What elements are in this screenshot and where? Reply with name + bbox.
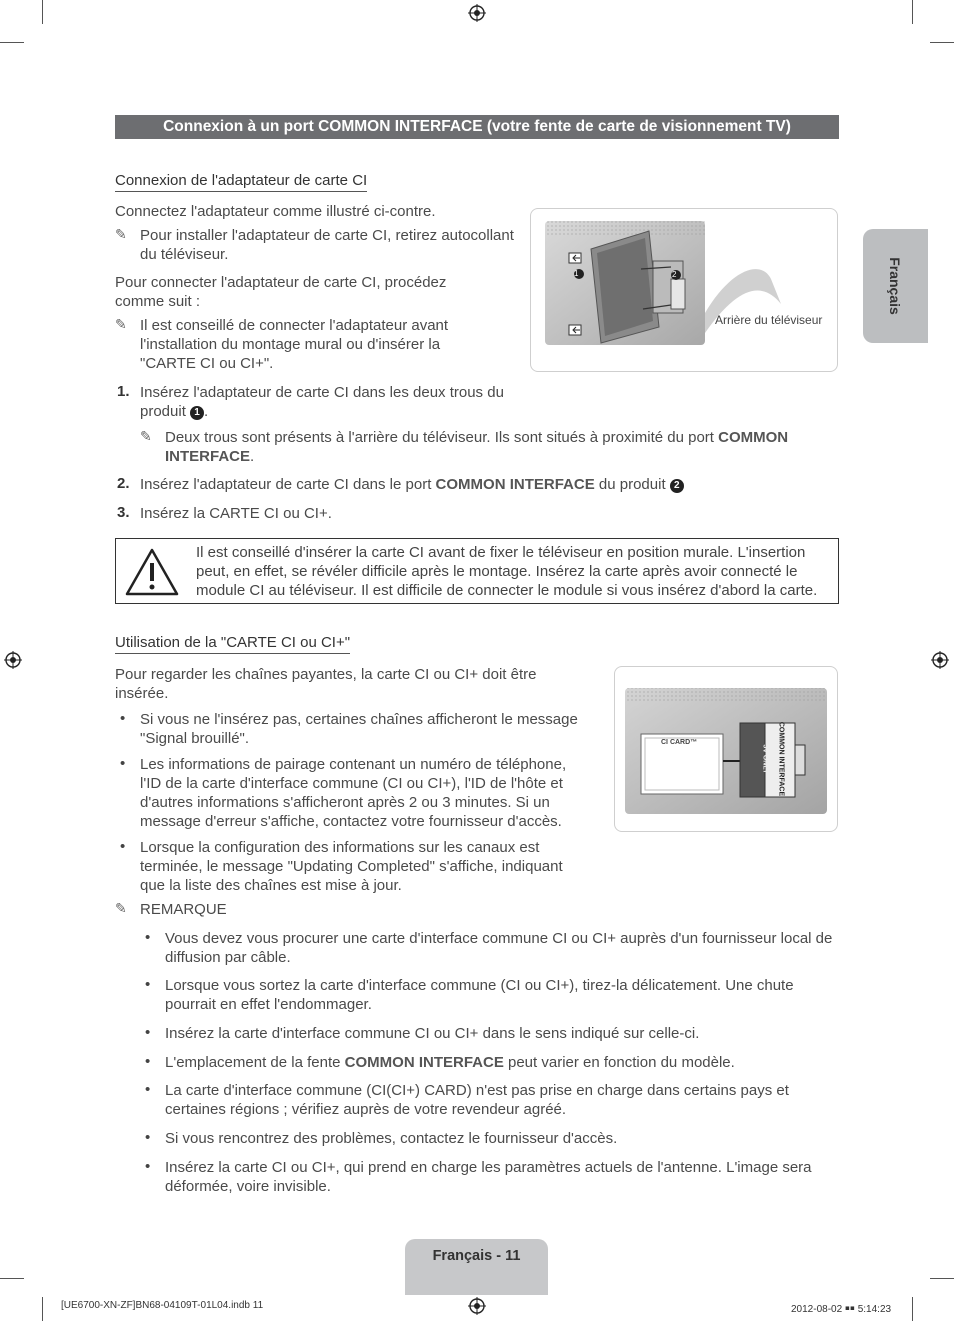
crop-mark bbox=[930, 1278, 954, 1279]
section-title-bar: Connexion à un port COMMON INTERFACE (votre fente de carte de visionnement TV) bbox=[115, 115, 839, 139]
step-text bbox=[140, 475, 840, 494]
remark-text-strong: COMMON INTERFACE bbox=[344, 1054, 504, 1071]
badge-1-label: 1 bbox=[574, 269, 579, 278]
pencil-note-icon: ✎ bbox=[115, 900, 127, 916]
footer-date: 2012-08-02 ￭￭ 5:14:23 bbox=[791, 1304, 892, 1315]
badge-1-icon: 1 bbox=[190, 406, 204, 420]
registration-mark-icon bbox=[931, 651, 949, 669]
note-text: Deux trous sont présents à l'arrière du téléviseur. Ils sont situés à proximité du port COMMON INTERFACE. bbox=[165, 429, 789, 465]
ci-card-illustration bbox=[615, 667, 837, 831]
list-item: Insérez la carte d'interface commune CI ou CI+ dans le sens indiqué sur celle-ci. bbox=[165, 1025, 700, 1042]
crop-mark bbox=[0, 42, 24, 43]
note-body: Deux trous sont présents à l'arrière du téléviseur. Ils sont situés à proximité du port bbox=[165, 429, 714, 446]
list-item: Insérez la carte CI ou CI+, qui prend en charge les paramètres actuels de l'antenne. L'image sera déformée, voire invisible. bbox=[165, 1159, 812, 1195]
crop-mark bbox=[42, 0, 43, 24]
registration-mark-icon bbox=[4, 651, 22, 669]
crop-mark bbox=[912, 1297, 913, 1321]
bullet: • bbox=[145, 1081, 151, 1098]
badge-2-icon: 2 bbox=[670, 479, 684, 493]
crop-mark bbox=[912, 0, 913, 24]
intro-text: Pour regarder les chaînes payantes, la carte CI ou CI+ doit être insérée. bbox=[115, 666, 537, 702]
list-item: Vous devez vous procurer une carte d'interface commune CI ou CI+ auprès d'un fournisseur local de diffusion par câble. bbox=[165, 930, 833, 966]
warning-text: Il est conseillé d'insérer la carte CI avant de fixer le téléviseur en position murale. L'insertion peut, en effet, se révéler difficile après le montage. Insérez la carte après avoir connecté le module CI au téléviseur. Il est difficile de connecter le module si vous insérez d'abord la carte. bbox=[196, 544, 818, 599]
section-heading: Utilisation de la "CARTE CI ou CI+" bbox=[115, 634, 350, 654]
remark-label: REMARQUE bbox=[140, 901, 227, 918]
registration-mark-icon bbox=[468, 1297, 486, 1315]
ci-card-label: CI CARD™ bbox=[661, 739, 698, 746]
list-item: Lorsque vous sortez la carte d'interface commune (CI ou CI+), tirez-la délicatement. Une chute pourrait en effet l'endommager. bbox=[165, 977, 794, 1013]
bullet: • bbox=[120, 755, 126, 772]
pencil-note-icon: ✎ bbox=[115, 316, 127, 332]
section-heading: Connexion de l'adaptateur de carte CI bbox=[115, 172, 367, 192]
figure-caption: Arrière du téléviseur bbox=[715, 313, 823, 327]
step-number: 2. bbox=[117, 475, 130, 492]
list-item: Si vous ne l'insérez pas, certaines chaînes afficheront le message "Signal brouillé". bbox=[140, 711, 578, 747]
crop-mark bbox=[930, 42, 954, 43]
warning-triangle-icon bbox=[124, 547, 180, 597]
note-text: Pour installer l'adaptateur de carte CI, retirez autocollant du téléviseur. bbox=[140, 227, 514, 263]
language-side-tab bbox=[863, 229, 928, 343]
bullet: • bbox=[145, 929, 151, 946]
crop-mark bbox=[0, 1278, 24, 1279]
list-item: Lorsque la configuration des informations sur les canaux est terminée, le message "Updating Completed" s'affiche, indiquant que la liste des chaînes est mise à jour. bbox=[140, 839, 563, 894]
remark-text-c: peut varier en fonction du modèle. bbox=[508, 1054, 735, 1071]
step-number: 3. bbox=[117, 504, 130, 521]
module-voltage-label: 5V ONLY bbox=[761, 744, 769, 774]
figure-ci-card bbox=[614, 666, 838, 832]
bullet: • bbox=[145, 976, 151, 993]
bullet: • bbox=[145, 1053, 151, 1070]
intro-text: Connectez l'adaptateur comme illustré ci-contre. bbox=[115, 203, 436, 220]
warning-box bbox=[115, 538, 839, 604]
step-text-a: Insérez l'adaptateur de carte CI dans le port bbox=[140, 476, 432, 493]
registration-mark-icon bbox=[468, 4, 486, 22]
remark-text-a: L'emplacement de la fente bbox=[165, 1054, 341, 1071]
badge-2-label: 2 bbox=[672, 270, 677, 279]
step-text-strong: COMMON INTERFACE bbox=[435, 476, 595, 493]
bullet: • bbox=[145, 1158, 151, 1175]
step-text-c: du produit bbox=[598, 476, 666, 493]
footer-filename: [UE6700-XN-ZF]BN68-04109T-01L04.indb 11 bbox=[61, 1300, 264, 1311]
step-text-body: Insérez l'adaptateur de carte CI dans les deux trous du produit bbox=[140, 384, 504, 420]
bullet: • bbox=[145, 1024, 151, 1041]
pencil-note-icon: ✎ bbox=[140, 428, 152, 444]
crop-mark bbox=[42, 1297, 43, 1321]
step-number: 1. bbox=[117, 383, 130, 400]
page-number-tab: Français - 11 bbox=[405, 1239, 548, 1295]
step-text: Insérez la CARTE CI ou CI+. bbox=[140, 505, 332, 522]
bullet: • bbox=[120, 838, 126, 855]
language-tab-label: Français bbox=[887, 257, 903, 315]
paragraph: Pour connecter l'adaptateur de carte CI, procédez comme suit : bbox=[115, 274, 447, 310]
bullet: • bbox=[120, 710, 126, 727]
tv-back-illustration bbox=[531, 209, 837, 371]
figure-ci-adapter bbox=[530, 208, 838, 372]
bullet: • bbox=[145, 1129, 151, 1146]
step-text: Insérez l'adaptateur de carte CI dans les deux trous du produit 1 . bbox=[140, 384, 504, 420]
list-item: La carte d'interface commune (CI(CI+) CARD) n'est pas prise en charge dans certains pays et certaines régions ; vérifiez auprès de votre revendeur agréé. bbox=[165, 1082, 789, 1118]
list-item: Si vous rencontrez des problèmes, contactez le fournisseur d'accès. bbox=[165, 1130, 618, 1147]
note-text: Il est conseillé de connecter l'adaptateur avant l'installation du montage mural ou d'insérer la "CARTE CI ou CI+". bbox=[140, 317, 449, 372]
note-strong: COMMON INTERFACE bbox=[165, 429, 789, 465]
list-item bbox=[165, 1053, 835, 1072]
list-item: Les informations de pairage contenant un numéro de téléphone, l'ID de la carte d'interface commune (CI ou CI+), l'ID de l'hôte et d'autres informations s'afficheront après 2 ou 3 minutes. Si un message d'erreur s'affiche, contactez votre fournisseur d'accès. bbox=[140, 756, 567, 830]
module-label: COMMON INTERFACE bbox=[777, 721, 785, 797]
pencil-note-icon: ✎ bbox=[115, 226, 127, 242]
